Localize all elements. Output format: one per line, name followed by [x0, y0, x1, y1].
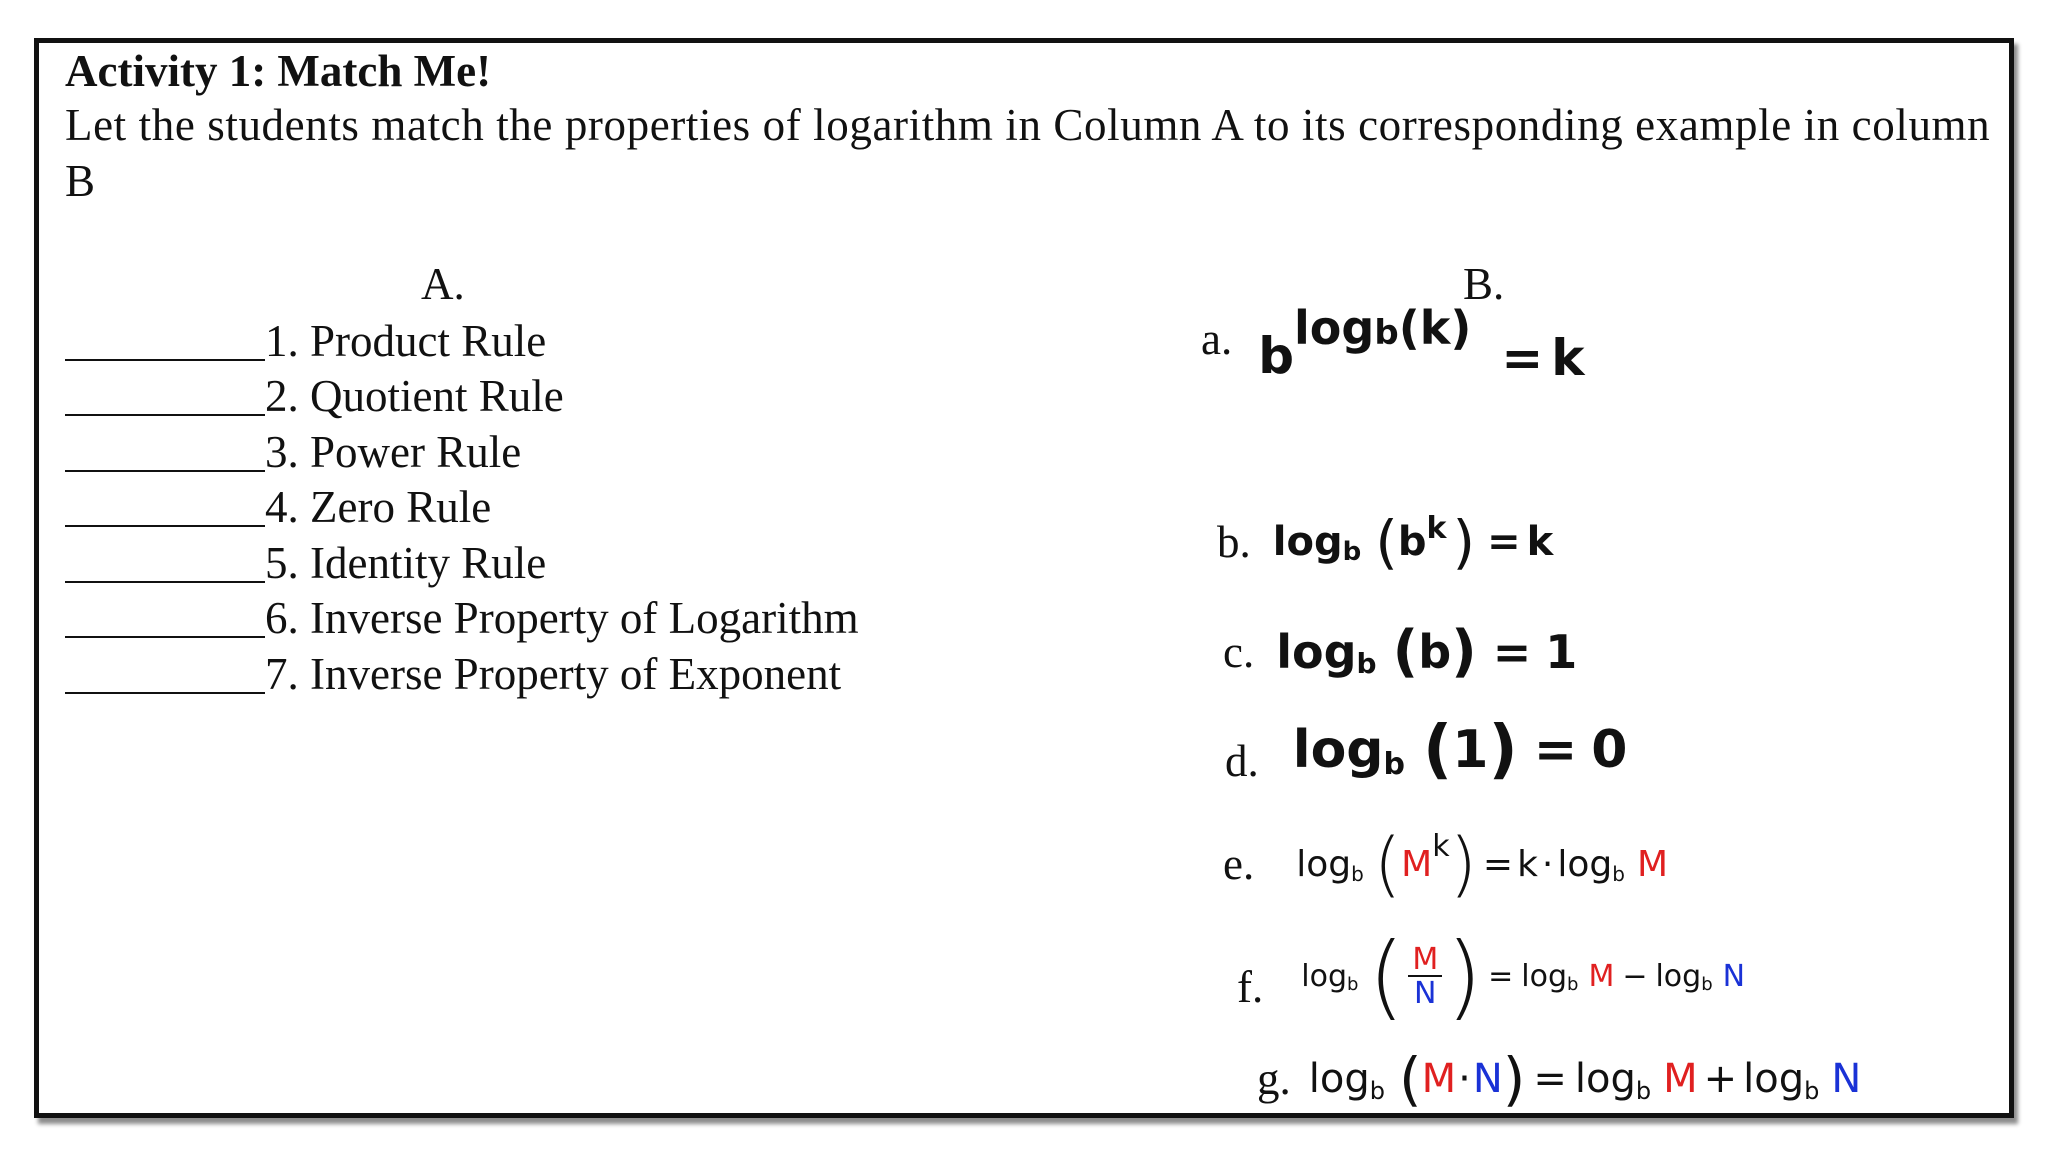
- math-token: b: [1356, 647, 1377, 680]
- math-token: 0: [1591, 720, 1628, 780]
- math-token: log: [1292, 720, 1384, 780]
- formula-b: [1273, 508, 1553, 576]
- math-token: 1: [1545, 624, 1578, 679]
- column-a-item-2: [65, 367, 859, 423]
- math-token: (: [1398, 301, 1420, 355]
- math-token: b: [1804, 1077, 1820, 1105]
- math-token: (: [1373, 823, 1402, 905]
- example-f: [1237, 923, 1745, 1030]
- math-token: log: [1276, 624, 1357, 679]
- math-token: b: [1346, 974, 1359, 995]
- column-a-item-6: [65, 589, 859, 645]
- fraction-m-over-n: [1408, 941, 1442, 1011]
- math-token: N: [1722, 959, 1746, 994]
- math-token: (: [1398, 1045, 1422, 1113]
- math-token: b: [1418, 624, 1452, 679]
- column-a-item-7: [65, 644, 859, 700]
- math-token: log: [1294, 301, 1375, 355]
- math-token: k: [1426, 510, 1447, 546]
- math-token: M: [1588, 959, 1615, 994]
- math-token: ): [1446, 923, 1483, 1030]
- example-letter: e.: [1223, 839, 1255, 889]
- math-token: (: [1368, 923, 1405, 1030]
- math-token: log: [1574, 1056, 1636, 1102]
- math-token: b: [1701, 974, 1713, 995]
- math-token: k: [1432, 828, 1450, 864]
- math-token: log: [1521, 959, 1567, 994]
- math-token: k: [1517, 843, 1538, 885]
- math-token: b: [1635, 1077, 1652, 1105]
- math-token: log: [1296, 843, 1352, 885]
- math-token: (: [1375, 508, 1398, 576]
- math-token: =: [1487, 519, 1521, 565]
- answer-blank-6[interactable]: [65, 636, 265, 638]
- formula-d: [1293, 713, 1628, 787]
- example-g: [1257, 1045, 1861, 1113]
- example-letter: d.: [1225, 736, 1259, 786]
- math-token: =: [1501, 329, 1544, 387]
- math-token: N: [1831, 1056, 1862, 1102]
- math-token: ): [1450, 301, 1472, 355]
- example-b: [1217, 508, 1553, 576]
- example-letter: a.: [1201, 314, 1233, 364]
- math-token: log: [1557, 843, 1613, 885]
- math-token: (: [1423, 713, 1453, 787]
- example-d: [1225, 713, 1627, 787]
- column-a-item-5: [65, 533, 859, 589]
- math-token: b: [1383, 746, 1406, 782]
- math-token: −: [1622, 959, 1648, 994]
- formula-g: [1309, 1045, 1862, 1113]
- math-token: M: [1401, 843, 1433, 885]
- math-token: 1: [1452, 720, 1489, 780]
- math-token: ): [1502, 1045, 1526, 1113]
- math-token: log: [1743, 1056, 1805, 1102]
- math-token: b: [1369, 1077, 1385, 1105]
- math-token: log: [1272, 519, 1343, 565]
- math-token: M: [1663, 1056, 1698, 1102]
- answer-blank-4[interactable]: [65, 525, 265, 527]
- math-token: b: [1342, 537, 1362, 567]
- math-token: =: [1482, 843, 1514, 885]
- math-token: b: [1351, 862, 1364, 886]
- activity-title: Activity 1: Match Me!: [65, 46, 492, 96]
- column-a-item-3: [65, 422, 859, 478]
- math-token: ): [1451, 619, 1477, 684]
- formula-e: [1296, 823, 1668, 905]
- math-token: +: [1703, 1056, 1738, 1102]
- math-token: k: [1419, 301, 1451, 355]
- activity-instructions: Let the students match the properties of logarithm in Column A to its corresponding example in column B: [65, 100, 1991, 206]
- math-token: log: [1655, 959, 1702, 994]
- math-token: =: [1533, 1056, 1567, 1102]
- example-letter: g.: [1257, 1054, 1291, 1104]
- item-label: 7. Inverse Property of Exponent: [265, 648, 842, 699]
- answer-blank-1[interactable]: [65, 359, 265, 361]
- example-letter: b.: [1217, 517, 1251, 567]
- column-a-list: [65, 311, 859, 700]
- math-token: ): [1449, 823, 1477, 905]
- item-label: 1. Product Rule: [265, 315, 547, 366]
- math-token: log: [1308, 1056, 1370, 1102]
- exponent: [1294, 301, 1471, 355]
- column-a-item-1: [65, 311, 859, 367]
- math-token: N: [1472, 1056, 1503, 1102]
- formula-c: [1276, 619, 1577, 684]
- formula-a: [1258, 301, 1585, 387]
- formula-f: [1301, 923, 1745, 1030]
- math-token: ·: [1541, 843, 1554, 885]
- activity-frame: [34, 38, 2014, 1118]
- math-token: b: [1374, 313, 1399, 353]
- math-token: =: [1492, 624, 1532, 679]
- column-a-heading: A.: [421, 259, 465, 309]
- example-c: [1223, 619, 1577, 684]
- example-letter: f.: [1237, 961, 1264, 1012]
- math-token: ): [1488, 713, 1518, 787]
- example-a: [1201, 301, 1585, 387]
- math-token: M: [1408, 945, 1442, 977]
- answer-blank-5[interactable]: [65, 581, 265, 583]
- math-token: b: [1567, 974, 1579, 995]
- math-token: k: [1551, 329, 1585, 387]
- math-token: b: [1397, 519, 1427, 565]
- math-token: ·: [1458, 1056, 1471, 1102]
- column-b-heading: B.: [1463, 259, 1505, 309]
- item-label: 6. Inverse Property of Logarithm: [265, 593, 859, 643]
- math-token: b: [1612, 862, 1625, 886]
- item-label: 3. Power Rule: [265, 426, 522, 477]
- item-label: 5. Identity Rule: [265, 537, 547, 588]
- math-token: log: [1301, 959, 1347, 994]
- math-token: M: [1636, 843, 1669, 885]
- math-token: =: [1488, 959, 1514, 994]
- answer-blank-7[interactable]: [65, 692, 265, 694]
- answer-blank-3[interactable]: [65, 470, 265, 472]
- math-token: N: [1414, 975, 1437, 1011]
- math-token: (: [1392, 619, 1419, 684]
- example-letter: c.: [1223, 626, 1255, 677]
- item-label: 4. Zero Rule: [265, 482, 492, 532]
- math-token: b: [1258, 327, 1295, 385]
- math-token: =: [1533, 720, 1578, 780]
- item-label: 2. Quotient Rule: [265, 371, 564, 421]
- math-token: M: [1421, 1056, 1457, 1102]
- example-e: [1223, 823, 1668, 905]
- math-token: ): [1452, 508, 1476, 576]
- math-token: k: [1526, 519, 1554, 565]
- column-a-item-4: [65, 478, 859, 534]
- answer-blank-2[interactable]: [65, 414, 265, 416]
